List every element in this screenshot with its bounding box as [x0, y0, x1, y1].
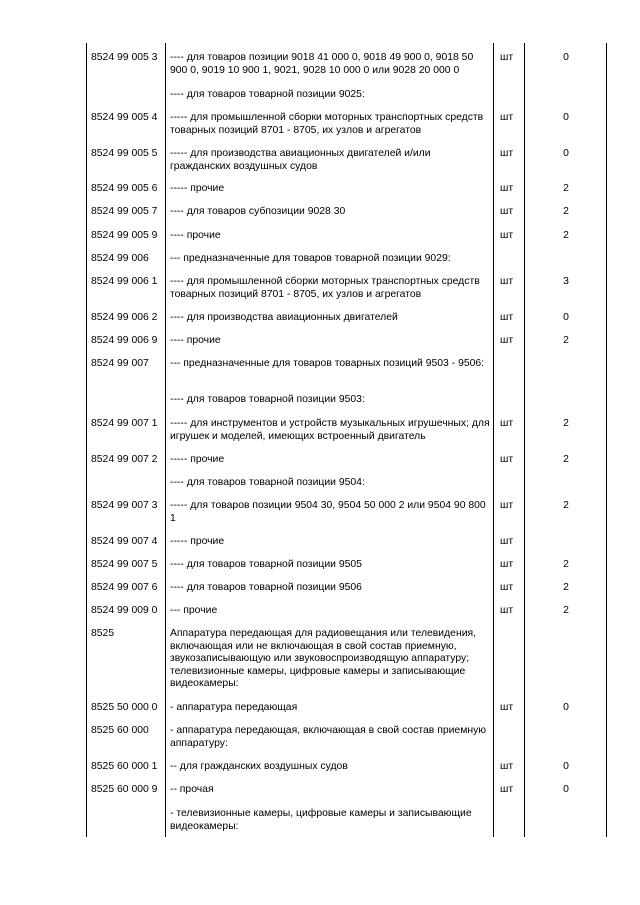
- unit-cell: шт: [500, 582, 514, 593]
- code-cell: 8525 60 000 1: [91, 761, 158, 772]
- code-cell: 8524 99 007 3: [91, 500, 158, 511]
- table-border-left: [86, 43, 87, 837]
- code-cell: 8524 99 005 7: [91, 206, 158, 217]
- description-cell: ---- для производства авиационных двигателей: [170, 312, 398, 323]
- code-cell: 8524 99 006 2: [91, 312, 158, 323]
- code-cell: 8524 99 007: [91, 358, 149, 369]
- description-cell: ---- для товаров позиции 9018 41 000 0, 9018 49 900 0, 9018 50 900 0, 9019 10 900 1, 9021, 9028 10 000 0 или 9028 20 000 0: [170, 52, 474, 76]
- code-cell: 8525 60 000: [91, 725, 149, 736]
- description-cell: -- для гражданских воздушных судов: [170, 761, 348, 772]
- unit-cell: шт: [500, 605, 514, 616]
- table-border-code-desc: [165, 43, 166, 837]
- code-cell: 8524 99 007 4: [91, 536, 158, 547]
- unit-cell: шт: [500, 454, 514, 465]
- rate-cell: 2: [563, 582, 569, 593]
- unit-cell: шт: [500, 312, 514, 323]
- description-cell: ----- для промышленной сборки моторных транспортных средств товарных позиций 8701 - 8705, их узлов и агрегатов: [170, 112, 484, 136]
- code-cell: 8524 99 005 9: [91, 230, 158, 241]
- rate-cell: 0: [563, 784, 569, 795]
- rate-cell: 2: [563, 559, 569, 570]
- code-cell: 8524 99 006 9: [91, 335, 158, 346]
- code-cell: 8524 99 005 5: [91, 148, 158, 159]
- code-cell: 8524 99 005 3: [91, 52, 158, 63]
- code-cell: 8524 99 005 4: [91, 112, 158, 123]
- code-cell: 8524 99 007 6: [91, 582, 158, 593]
- description-cell: ---- для товаров товарной позиции 9025:: [170, 89, 365, 100]
- description-cell: Аппаратура передающая для радиовещания или телевидения, включающая или не включающая в свой состав приемную, звукозаписывающую или звуковоспроизводящую аппаратуру; телевизионные камеры, цифровые камеры и записывающие видеокамеры:: [170, 628, 477, 690]
- description-cell: ----- прочие: [170, 536, 225, 547]
- unit-cell: шт: [500, 230, 514, 241]
- description-cell: ---- для товаров товарной позиции 9505: [170, 559, 362, 570]
- description-cell: ----- прочие: [170, 183, 225, 194]
- table-border-desc-unit: [493, 43, 494, 837]
- unit-cell: шт: [500, 112, 514, 123]
- rate-cell: 0: [563, 148, 569, 159]
- code-cell: 8524 99 006 1: [91, 276, 158, 287]
- description-cell: - аппаратура передающая, включающая в свой состав приемную аппаратуру:: [170, 725, 487, 749]
- code-cell: 8524 99 007 2: [91, 454, 158, 465]
- unit-cell: шт: [500, 148, 514, 159]
- unit-cell: шт: [500, 784, 514, 795]
- description-cell: --- предназначенные для товаров товарной позиции 9029:: [170, 253, 451, 264]
- description-cell: ----- для товаров позиции 9504 30, 9504 50 000 2 или 9504 90 800 1: [170, 500, 486, 524]
- code-cell: 8524 99 007 5: [91, 559, 158, 570]
- code-cell: 8524 99 007 1: [91, 418, 158, 429]
- rate-cell: 0: [563, 52, 569, 63]
- unit-cell: шт: [500, 500, 514, 511]
- code-cell: 8525 60 000 9: [91, 784, 158, 795]
- code-cell: 8524 99 009 0: [91, 605, 158, 616]
- description-cell: ----- для инструментов и устройств музыкальных игрушечных; для игрушек и моделей, имеющих встроенный двигатель: [170, 418, 490, 442]
- rate-cell: 2: [563, 230, 569, 241]
- description-cell: - аппаратура передающая: [170, 702, 298, 713]
- description-cell: ---- для товаров товарной позиции 9506: [170, 582, 362, 593]
- description-cell: ---- прочие: [170, 230, 221, 241]
- rate-cell: 0: [563, 312, 569, 323]
- rate-cell: 2: [563, 454, 569, 465]
- unit-cell: шт: [500, 702, 514, 713]
- description-cell: --- предназначенные для товаров товарных позиций 9503 - 9506:: [170, 358, 485, 369]
- unit-cell: шт: [500, 335, 514, 346]
- description-cell: ---- для товаров товарной позиции 9504:: [170, 477, 365, 488]
- description-cell: - телевизионные камеры, цифровые камеры и записывающие видеокамеры:: [170, 808, 472, 832]
- description-cell: -- прочая: [170, 784, 214, 795]
- description-cell: ---- для промышленной сборки моторных транспортных средств товарных позиций 8701 - 8705, их узлов и агрегатов: [170, 276, 480, 300]
- table-border-right: [606, 43, 607, 837]
- unit-cell: шт: [500, 206, 514, 217]
- unit-cell: шт: [500, 559, 514, 570]
- description-cell: ---- для товаров субпозиции 9028 30: [170, 206, 346, 217]
- rate-cell: 2: [563, 605, 569, 616]
- rate-cell: 2: [563, 500, 569, 511]
- unit-cell: шт: [500, 183, 514, 194]
- unit-cell: шт: [500, 761, 514, 772]
- rate-cell: 2: [563, 335, 569, 346]
- code-cell: 8524 99 006: [91, 253, 149, 264]
- description-cell: ---- для товаров товарной позиции 9503:: [170, 394, 365, 405]
- description-cell: --- прочие: [170, 605, 218, 616]
- rate-cell: 0: [563, 761, 569, 772]
- description-cell: ----- прочие: [170, 454, 225, 465]
- rate-cell: 3: [563, 276, 569, 287]
- description-cell: ----- для производства авиационных двигателей и/или гражданских воздушных судов: [170, 148, 431, 172]
- table-border-unit-rate: [524, 43, 525, 837]
- rate-cell: 2: [563, 206, 569, 217]
- rate-cell: 2: [563, 418, 569, 429]
- unit-cell: шт: [500, 536, 514, 547]
- unit-cell: шт: [500, 52, 514, 63]
- unit-cell: шт: [500, 276, 514, 287]
- code-cell: 8525: [91, 628, 115, 639]
- unit-cell: шт: [500, 418, 514, 429]
- description-cell: ---- прочие: [170, 335, 221, 346]
- code-cell: 8525 50 000 0: [91, 702, 158, 713]
- rate-cell: 0: [563, 702, 569, 713]
- rate-cell: 0: [563, 112, 569, 123]
- code-cell: 8524 99 005 6: [91, 183, 158, 194]
- rate-cell: 2: [563, 183, 569, 194]
